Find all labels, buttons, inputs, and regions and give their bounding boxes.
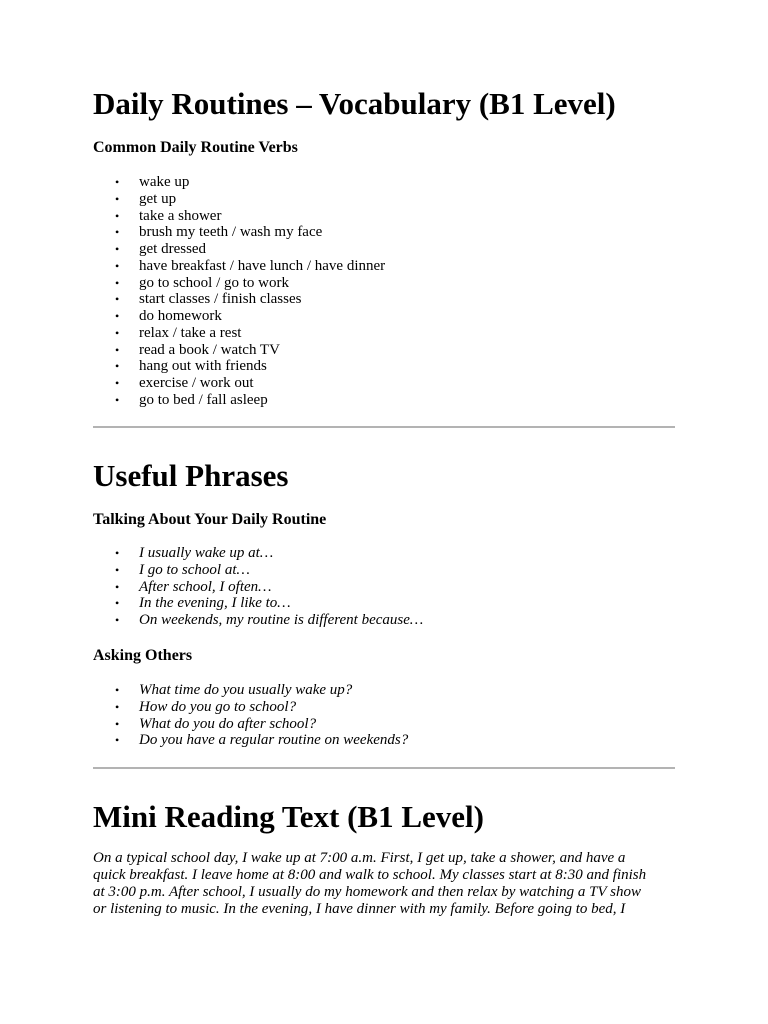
list-item: • go to bed / fall asleep [115,391,268,408]
bullet-icon: • [115,562,120,577]
section-divider [93,767,675,769]
bullet-icon: • [115,342,120,357]
list-item: • brush my teeth / wash my face [115,224,323,241]
bullet-icon: • [115,716,120,731]
bullet-icon: • [115,225,120,240]
reading-line: at 3:00 p.m. After school, I usually do my homework and then relax by watching a TV show [93,884,642,900]
list-item: • I go to school at… [115,561,250,578]
section-divider [93,426,675,428]
list-item: • On weekends, my routine is different because… [115,612,424,628]
list-item: • hang out with friends [115,358,267,375]
list-item: • get up [115,190,177,207]
bullet-icon: • [115,242,120,256]
reading-line: quick breakfast. I leave home at 8:00 and walk to school. My classes start at 8:30 and finish [93,867,647,883]
list-item: • After school, I often… [115,578,272,595]
bullet-icon: • [115,699,120,714]
bullet-icon: • [115,309,120,323]
list-item: • do homework [115,308,222,324]
list-item: • What time do you usually wake up? [115,682,353,698]
bullet-icon: • [115,258,120,273]
list-item: • go to school / go to work [115,274,289,291]
verbs-subheading: Common Daily Routine Verbs [93,139,298,156]
list-item: • wake up [115,174,190,190]
list-item: • exercise / work out [115,375,254,391]
list-item: • What do you do after school? [115,715,317,732]
list-item: • take a shower [115,207,222,224]
bullet-icon: • [115,579,120,594]
list-item: • relax / take a rest [115,324,242,341]
bullet-icon: • [115,546,120,560]
reading-line: or listening to music. In the evening, I have dinner with my family. Before going to bed, I [93,901,626,917]
bullet-icon: • [115,325,120,340]
bullet-icon: • [115,208,120,223]
bullet-icon: • [115,191,120,206]
talking-subheading: Talking About Your Daily Routine [93,511,327,528]
list-item: • In the evening, I like to… [115,595,291,612]
list-item: • get dressed [115,241,207,257]
list-item: • I usually wake up at… [115,545,274,561]
bullet-icon: • [115,683,120,697]
list-item: • read a book / watch TV [115,341,280,358]
page-title: Daily Routines – Vocabulary (B1 Level) [93,86,616,121]
talking-phrases-list [93,545,423,629]
bullet-icon: • [115,359,120,374]
section-title-useful-phrases: Useful Phrases [93,458,289,493]
list-item: • Do you have a regular routine on weekends? [115,732,409,749]
section-title-mini-reading: Mini Reading Text (B1 Level) [93,799,484,834]
verbs-list [93,174,385,409]
bullet-icon: • [115,275,120,290]
bullet-icon: • [115,292,120,307]
list-item: • have breakfast / have lunch / have dinner [115,257,386,274]
bullet-icon: • [115,376,120,390]
asking-phrases-list [93,682,408,749]
bullet-icon: • [115,596,120,611]
asking-subheading: Asking Others [93,647,193,664]
bullet-icon: • [115,175,120,189]
reading-text [93,850,659,918]
reading-line: On a typical school day, I wake up at 7:00 a.m. First, I get up, take a shower, and have a [93,850,626,866]
list-item: • How do you go to school? [115,698,297,715]
bullet-icon: • [115,733,120,748]
bullet-icon: • [115,392,120,407]
bullet-icon: • [115,613,120,627]
list-item: • start classes / finish classes [115,291,302,308]
